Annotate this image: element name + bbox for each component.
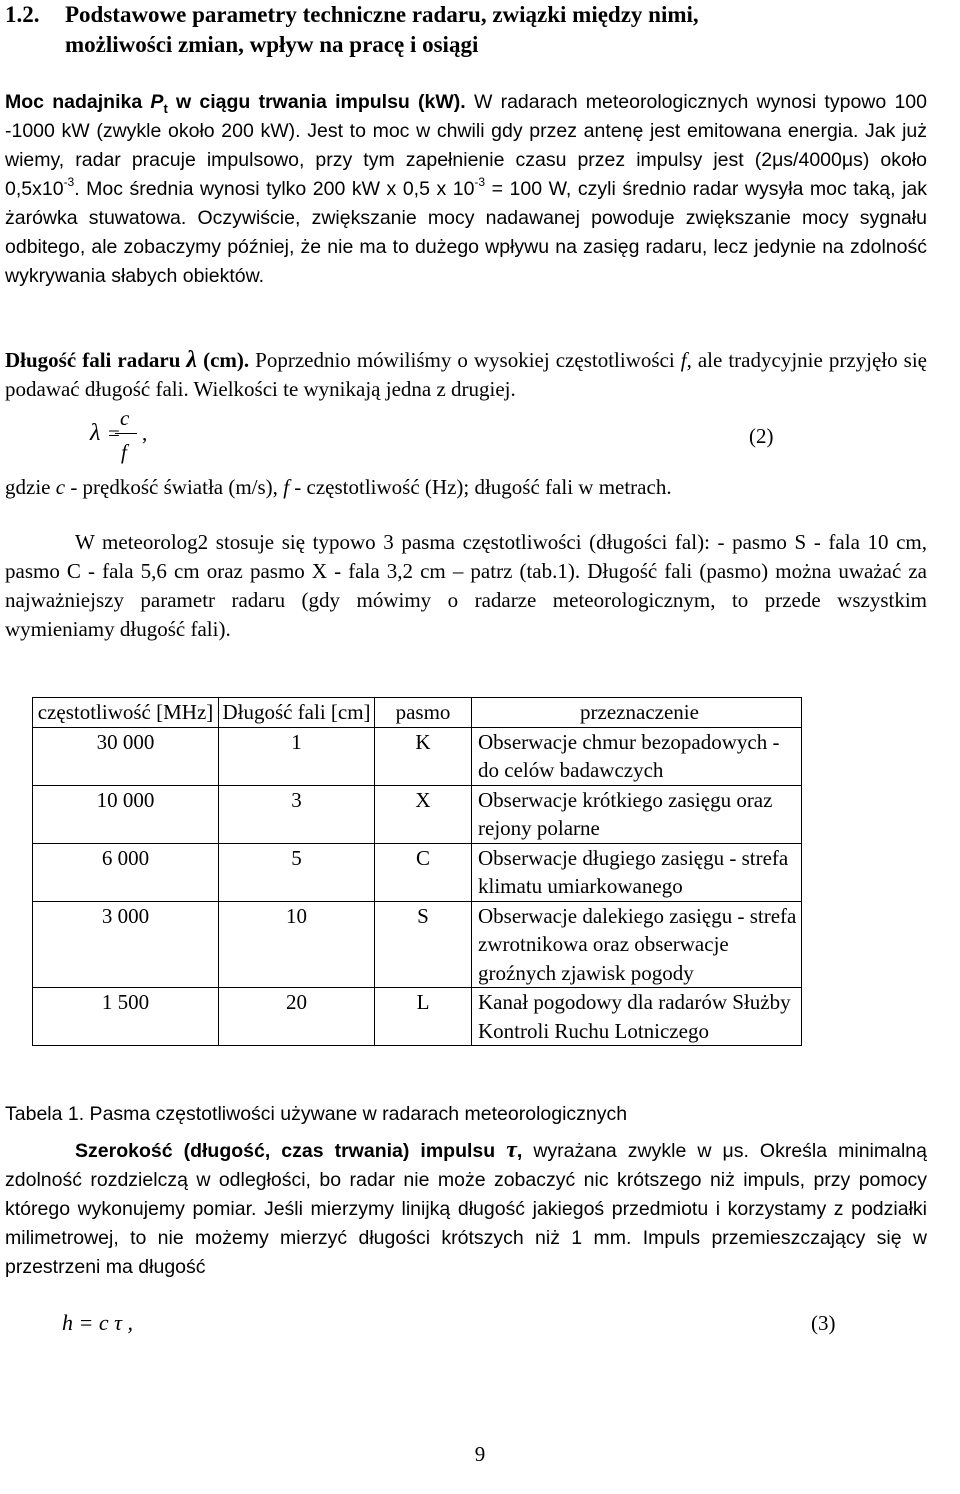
table-row bbox=[33, 843, 802, 901]
cell-frequency: 10 000 bbox=[33, 785, 219, 843]
header-band: pasmo bbox=[375, 698, 472, 728]
cell-purpose: Obserwacje krótkiego zasięgu oraz rejony polarne bbox=[472, 785, 802, 843]
cell-wavelength: 1 bbox=[219, 727, 375, 785]
eq3-number: (3) bbox=[811, 1311, 836, 1335]
term-wavelength: Długość fali radaru λ (cm). bbox=[5, 347, 250, 373]
cell-band: L bbox=[375, 988, 472, 1046]
section-number: 1.2. bbox=[5, 2, 40, 27]
bands-table bbox=[32, 697, 802, 1046]
table-caption: Tabela 1. Pasma częstotliwości używane w radarach meteorologicznych bbox=[5, 1103, 628, 1125]
table-row bbox=[33, 727, 802, 785]
header-frequency: częstotliwość [MHz] bbox=[33, 698, 219, 728]
section-heading bbox=[5, 0, 927, 60]
header-purpose: przeznaczenie bbox=[472, 698, 802, 728]
cell-frequency: 6 000 bbox=[33, 843, 219, 901]
paragraph-where: gdzie c - prędkość światła (m/s), f - częstotliwość (Hz); długość fali w metrach. bbox=[5, 475, 672, 499]
paragraph-transmitter-power: Moc nadajnika $P_t$ w ciągu trwania impulsu (kW). W radarach meteorologicznych wynosi typowo 100 -1000 kW (zwykle około 200 kW). Jest to moc w chwili gdy przez antenę jest emitowana energia. Jak już wiemy, radar pracuje impulsowo, przy tym zapełnienie czasu przez impulsy jest (2μs/4000μs) około $0,5x10^{-3}$. Moc średnia wynosi tylko 200 kW x 0,5 x $10^{-3} = 100$ W, czyli średnio radar wysyła moc taką, jak żarówka stuwatowa. Oczywiście, zwiększanie mocy nadawanej powoduje zwiększanie mocy sygnału odbitego, ale zobaczymy później, że nie ma to dużego wpływu na zasięg radaru, lecz jedynie na zdolność wykrywania słabych obiektów. bbox=[5, 91, 927, 287]
term-transmitter-power: Moc nadajnika $P_t$ w ciągu trwania impulsu (kW). bbox=[5, 91, 466, 116]
cell-purpose: Kanał pogodowy dla radarów Służby Kontroli Ruchu Lotniczego bbox=[472, 988, 802, 1046]
cell-purpose: Obserwacje chmur bezopadowych - do celów badawczych bbox=[472, 727, 802, 785]
section-title-line2: możliwości zmian, wpływ na pracę i osiągi bbox=[65, 32, 479, 57]
paragraph-pulse-width: Szerokość (długość, czas trwania) impulsu τ, wyrażana zwykle w μs. Określa minimalną zdolność rozdzielczą w odległości, bo radar nie może zobaczyć nic krótszego niż impuls, przy pomocy którego wykonujemy pomiar. Jeśli mierzymy linijką długość jakiegoś przedmiotu i korzystamy z podziałki milimetrowej, to nie możemy mierzyć długości krótszych niż 1 mm. Impuls przemieszczający się w przestrzeni ma długość bbox=[5, 1137, 927, 1278]
table-row bbox=[33, 988, 802, 1046]
table-header-row bbox=[33, 698, 802, 728]
cell-band: C bbox=[375, 843, 472, 901]
paragraph-wavelength: Długość fali radaru λ (cm). Poprzednio mówiliśmy o wysokiej częstotliwości f, ale tradycyjnie przyjęło się podawać długość fali. Wielkości te wynikają jedna z drugiej. bbox=[5, 347, 927, 401]
cell-frequency: 1 500 bbox=[33, 988, 219, 1046]
cell-wavelength: 5 bbox=[219, 843, 375, 901]
cell-band: S bbox=[375, 901, 472, 988]
cell-wavelength: 10 bbox=[219, 901, 375, 988]
table-row bbox=[33, 901, 802, 988]
page-number: 9 bbox=[474, 1442, 486, 1466]
term-pulse-width: Szerokość (długość, czas trwania) impulsu τ, bbox=[75, 1137, 523, 1163]
table-row bbox=[33, 785, 802, 843]
section-title-line1: Podstawowe parametry techniczne radaru, związki między nimi, bbox=[65, 2, 699, 27]
cell-wavelength: 3 bbox=[219, 785, 375, 843]
eq2-comma: , bbox=[142, 421, 148, 445]
cell-frequency: 3 000 bbox=[33, 901, 219, 988]
eq2-fraction-bar bbox=[115, 433, 137, 434]
eq2-number: (2) bbox=[749, 424, 774, 448]
cell-wavelength: 20 bbox=[219, 988, 375, 1046]
cell-band: X bbox=[375, 785, 472, 843]
eq2-equals: = bbox=[108, 421, 120, 445]
eq2-lambda: λ bbox=[90, 420, 101, 446]
eq2-denominator: f bbox=[121, 440, 127, 464]
cell-purpose: Obserwacje dalekiego zasięgu - strefa zwrotnikowa oraz obserwacje groźnych zjawisk pogody bbox=[472, 901, 802, 988]
eq2-numerator: c bbox=[120, 406, 130, 430]
eq3-formula: h = c τ , bbox=[62, 1310, 133, 1335]
paragraph-bands: W meteorolog2 stosuje się typowo 3 pasma częstotliwości (długości fal): - pasmo S - fala 10 cm, pasmo C - fala 5,6 cm oraz pasmo X - fala 3,2 cm – patrz (tab.1). Długość fali (pasmo) można uważać za najważniejszy parametr radaru (gdy mówimy o radarze meteorologicznym, to przede wszystkim wymieniamy długość fali). bbox=[5, 530, 927, 641]
cell-band: K bbox=[375, 727, 472, 785]
cell-frequency: 30 000 bbox=[33, 727, 219, 785]
cell-purpose: Obserwacje długiego zasięgu - strefa klimatu umiarkowanego bbox=[472, 843, 802, 901]
header-wavelength: Długość fali [cm] bbox=[219, 698, 375, 728]
